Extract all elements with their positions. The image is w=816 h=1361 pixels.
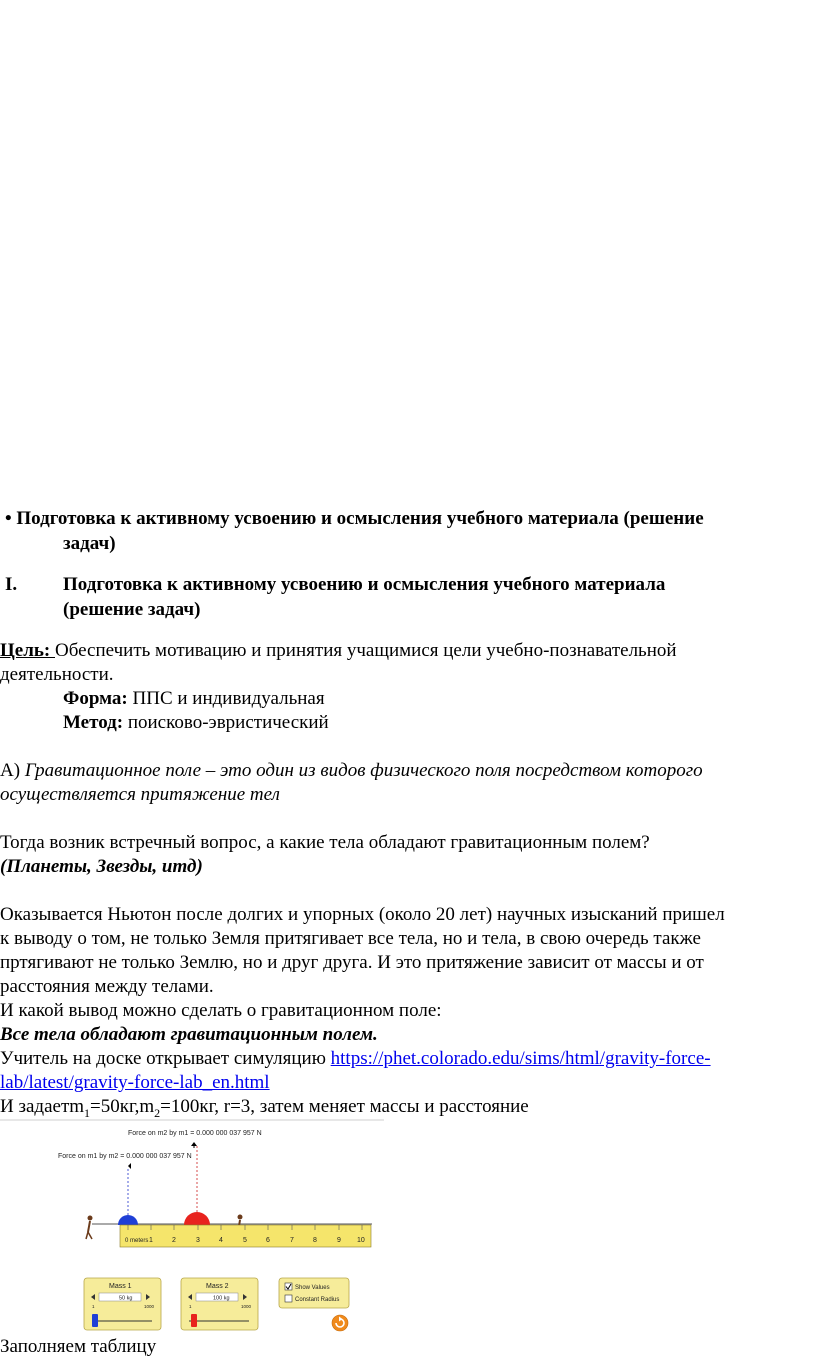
mass1-min: 1 (92, 1304, 95, 1309)
simulation-link-part2[interactable]: lab/latest/gravity-force-lab_en.html (0, 1072, 270, 1093)
goal-text-line1: Обеспечить мотивацию и принятия учащимися цели учебно-познавательной (55, 640, 677, 661)
newton-line2: к выводу о том, не только Земля притягивает все тела, но и тела, в свою очередь также (0, 928, 701, 949)
mass2-title: Mass 2 (206, 1283, 229, 1290)
newton-line1: Оказывается Ньютон после долгих и упорных (около 20 лет) научных изысканий пришел (0, 904, 725, 925)
mass2-slider-thumb[interactable] (191, 1314, 197, 1327)
goal-text-line2: деятельности. (0, 664, 114, 685)
ruler-tick-4: 4 (219, 1237, 223, 1244)
force-m1-label: Force on m1 by m2 = 0.000 000 037 957 N (58, 1153, 192, 1160)
bullet-heading (5, 507, 704, 531)
constant-radius-label: Constant Radius (295, 1297, 340, 1303)
method-label: Метод: (63, 712, 124, 733)
mass2-min: 1 (189, 1304, 192, 1309)
constant-radius-checkbox[interactable] (285, 1295, 292, 1302)
bullet-icon: • (5, 508, 12, 529)
ruler-tick-1: 1 (149, 1237, 153, 1244)
mass1-slider-thumb[interactable] (92, 1314, 98, 1327)
ruler-tick-6: 6 (266, 1237, 270, 1244)
section-number: I. (5, 574, 18, 595)
force-arrowhead-m1 (128, 1163, 131, 1169)
simulation-line (0, 1047, 711, 1071)
simulation-text: Учитель на доске открывает симуляцию (0, 1048, 331, 1069)
form-value: ППС и индивидуальная (127, 688, 325, 709)
form-line (63, 687, 325, 711)
definition-text: Гравитационное поле – это один из видов физического поля посредством которого (24, 760, 703, 781)
mass2-sphere[interactable] (184, 1212, 210, 1225)
force-m2-label: Force on m2 by m1 = 0.000 000 037 957 N (128, 1130, 262, 1137)
simulation-link-part1[interactable]: https://phet.colorado.edu/sims/html/gravity-force- (330, 1048, 711, 1069)
simulation-link-line2 (0, 1071, 270, 1095)
question-answer: (Планеты, Звезды, итд) (0, 856, 203, 877)
section-heading-line2: (решение задач) (63, 599, 201, 620)
goal-label: Цель: (0, 640, 55, 661)
ruler-tick-8: 8 (313, 1237, 317, 1244)
conclusion-answer: Все тела обладают гравитационным полем. (0, 1024, 378, 1045)
mass2-panel (181, 1278, 258, 1330)
goal-paragraph (0, 639, 677, 663)
task-sub1: 1 (84, 1105, 91, 1120)
bullet-heading-line2: задач) (63, 533, 116, 554)
mass1-panel (84, 1278, 161, 1330)
show-values-label: Show Values (295, 1285, 330, 1291)
conclusion-question: И какой вывод можно сделать о гравитационном поле: (0, 1000, 442, 1021)
ruler-tick-10: 10 (357, 1237, 365, 1244)
task-text: И задает (0, 1096, 70, 1117)
force-arrowhead-m2 (191, 1142, 197, 1146)
definition-line2: осуществляется притяжение тел (0, 784, 280, 805)
task-m2: m (139, 1096, 155, 1117)
ruler-tick-5: 5 (243, 1237, 247, 1244)
mass1-value: 50 kg (119, 1295, 133, 1302)
options-panel (279, 1278, 349, 1308)
ruler-tick-3: 3 (196, 1237, 200, 1244)
mass1-sphere[interactable] (118, 1215, 138, 1225)
definition-line1 (0, 759, 703, 783)
form-label: Форма: (63, 688, 128, 709)
footer-text: Заполняем таблицу (0, 1336, 157, 1357)
bullet-heading-line1: Подготовка к активному усвоению и осмысления учебного материала (решение (16, 508, 704, 529)
task-eq2: =100кг, r=3, затем меняет массы и расстояние (160, 1096, 529, 1117)
mass2-value: 100 kg (213, 1295, 230, 1302)
mass2-max: 1000 (241, 1304, 252, 1309)
task-eq1: =50кг, (90, 1096, 140, 1117)
ruler-tick-9: 9 (337, 1237, 341, 1244)
reset-button[interactable] (332, 1315, 348, 1331)
definition-prefix: А) (0, 760, 25, 781)
method-value: поисково-эвристический (123, 712, 329, 733)
person-left-icon (86, 1216, 93, 1240)
question-line: Тогда возник встречный вопрос, а какие тела обладают гравитационным полем? (0, 832, 650, 853)
task-m1: m (69, 1096, 85, 1117)
ruler-tick-7: 7 (290, 1237, 294, 1244)
mass1-max: 1000 (144, 1304, 155, 1309)
ruler-unit: 0 meters (125, 1238, 149, 1244)
mass1-title: Mass 1 (109, 1283, 132, 1290)
section-heading-line1: Подготовка к активному усвоению и осмысления учебного материала (63, 574, 666, 595)
gravity-simulation (0, 1118, 384, 1343)
method-line (63, 711, 329, 735)
task-sub2: 2 (154, 1105, 161, 1120)
newton-line4: расстояния между телами. (0, 976, 214, 997)
ruler-tick-2: 2 (172, 1237, 176, 1244)
newton-line3: пртягивают не только Землю, но и друг друга. И это притяжение зависит от массы и от (0, 952, 704, 973)
